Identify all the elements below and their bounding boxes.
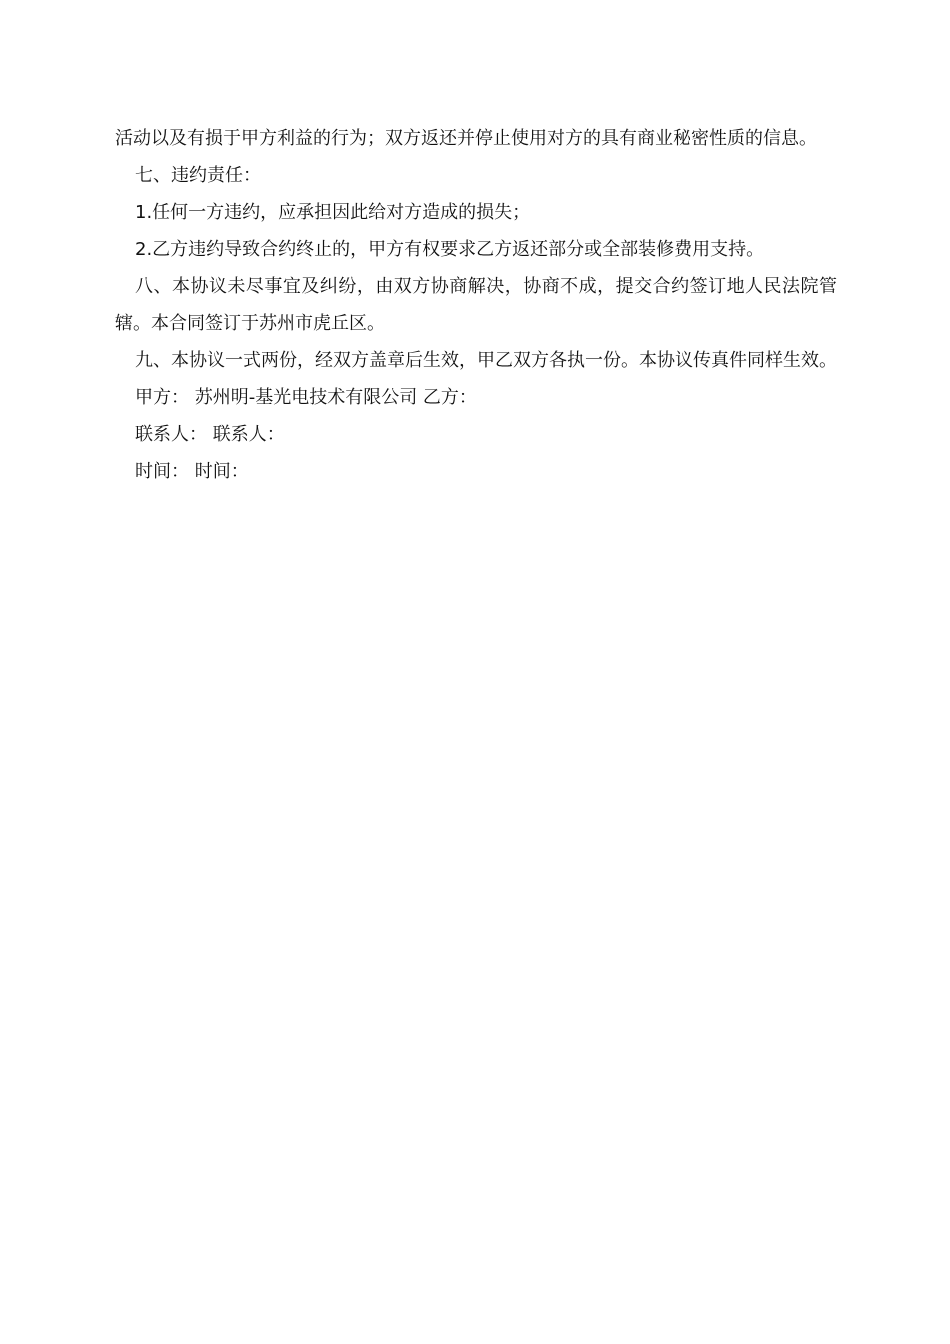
- signature-parties-line: 甲方： 苏州明-基光电技术有限公司 乙方：: [135, 387, 477, 408]
- document-body: [115, 120, 837, 490]
- signature-dates-line: 时间： 时间：: [135, 461, 249, 482]
- clause-breach-1: 1.任何一方违约，应承担因此给对方造成的损失；: [135, 202, 531, 223]
- section-copies-effectiveness: 九、本协议一式两份，经双方盖章后生效，甲乙双方各执一份。本协议传真件同样生效。: [135, 350, 837, 371]
- section-heading-breach-liability: 七、违约责任：: [135, 165, 261, 186]
- section-dispute-resolution: 八、本协议未尽事宜及纠纷，由双方协商解决，协商不成，提交合约签订地人民法院管辖。本合同签订于苏州市虎丘区。: [115, 276, 837, 334]
- clause-breach-2: 2.乙方违约导致合约终止的，甲方有权要求乙方返还部分或全部装修费用支持。: [135, 239, 765, 260]
- paragraph-confidentiality-continued: 活动以及有损于甲方利益的行为；双方返还并停止使用对方的具有商业秘密性质的信息。: [115, 128, 817, 149]
- signature-contacts-line: 联系人： 联系人：: [135, 424, 285, 445]
